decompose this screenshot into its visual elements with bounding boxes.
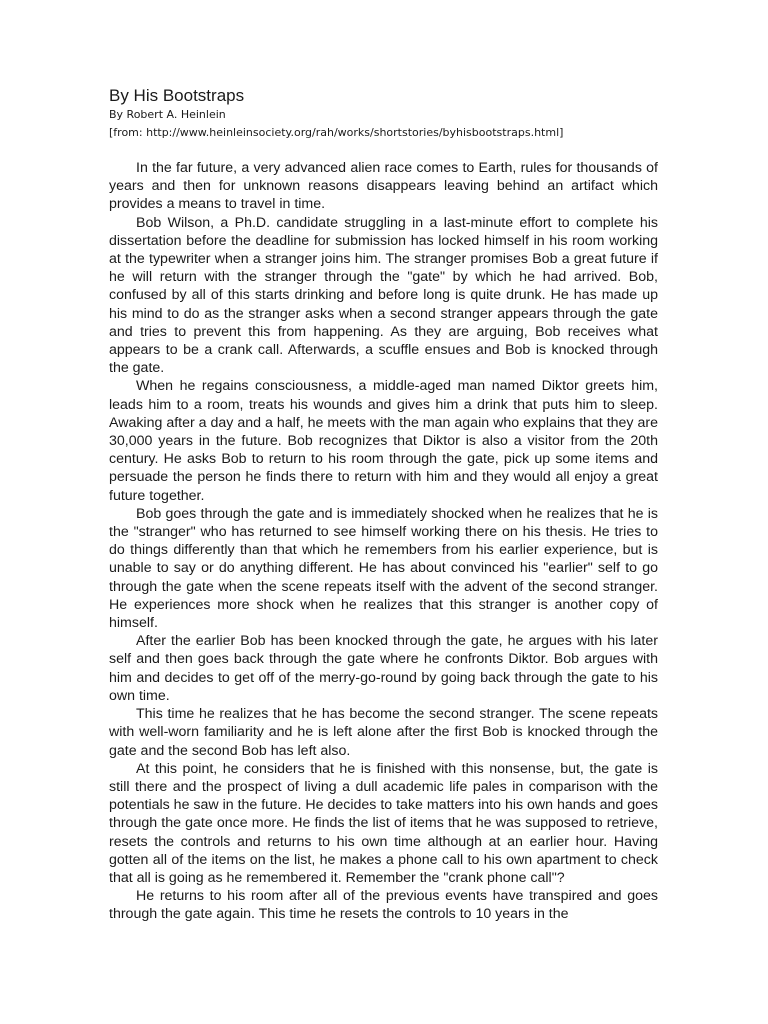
author-line: By Robert A. Heinlein: [109, 108, 226, 121]
paragraph-6: This time he realizes that he has become the second stranger. The scene repeats with well-worn familiarity and he is left alone after the first Bob is knocked through the gate and the second Bob has left also.: [109, 706, 658, 759]
document-header: [109, 86, 669, 142]
document-title: By His Bootstraps: [109, 86, 245, 105]
paragraph-2: Bob Wilson, a Ph.D. candidate struggling in a last-minute effort to complete his dissertation before the deadline for submission has locked himself in his room working at the typewriter when a stranger joins him. The stranger promises Bob a great future if he will return with the stranger through the "gate" by which he had arrived. Bob, confused by all of this starts drinking and before long is quite drunk. He has made up his mind to do as the stranger asks when a second stranger appears through the gate and tries to prevent this from happening. As they are arguing, Bob receives what appears to be a crank call. Afterwards, a scuffle ensues and Bob is knocked through the gate.: [109, 214, 658, 377]
paragraph-5: After the earlier Bob has been knocked through the gate, he argues with his later self and then goes back through the gate where he confronts Diktor. Bob argues with him and decides to get off of the merry-go-round by going back through the gate to his own time.: [109, 633, 658, 704]
document-body: [109, 159, 658, 924]
paragraph-3: When he regains consciousness, a middle-aged man named Diktor greets him, leads him to a room, treats his wounds and gives him a drink that puts him to sleep. Awaking after a day and a half, he meets with the man again who explains that they are 30,000 years in the future. Bob recognizes that Diktor is also a visitor from the 20th century. He asks Bob to return to his room through the gate, pick up some items and persuade the person he finds there to return with him and they would all enjoy a great future together.: [109, 378, 658, 504]
source-line: [from: http://www.heinleinsociety.org/rah/works/shortstories/byhisbootstraps.html]: [109, 126, 564, 139]
paragraph-7: At this point, he considers that he is finished with this nonsense, but, the gate is still there and the prospect of living a dull academic life pales in comparison with the potentials he saw in the future. He decides to take matters into his own hands and goes through the gate once more. He finds the list of items that he was supposed to retrieve, resets the controls and returns to his own time although at an earlier hour. Having gotten all of the items on the list, he makes a phone call to his own apartment to check that all is going as he remembered it. Remember the "crank phone call"?: [109, 760, 658, 886]
paragraph-1: In the far future, a very advanced alien race comes to Earth, rules for thousands of years and then for unknown reasons disappears leaving behind an artifact which provides a means to travel in time.: [109, 160, 658, 213]
paragraph-4: Bob goes through the gate and is immediately shocked when he realizes that he is the "stranger" who has returned to see himself working there on his thesis. He tries to do things differently than that which he remembers from his earlier experience, but is unable to say or do anything different. He has about convinced his "earlier" self to go through the gate when the scene repeats itself with the advent of the second stranger. He experiences more shock when he realizes that this stranger is another copy of himself.: [109, 505, 658, 632]
paragraph-8: He returns to his room after all of the previous events have transpired and goes through the gate again. This time he resets the controls to 10 years in the: [109, 888, 658, 923]
